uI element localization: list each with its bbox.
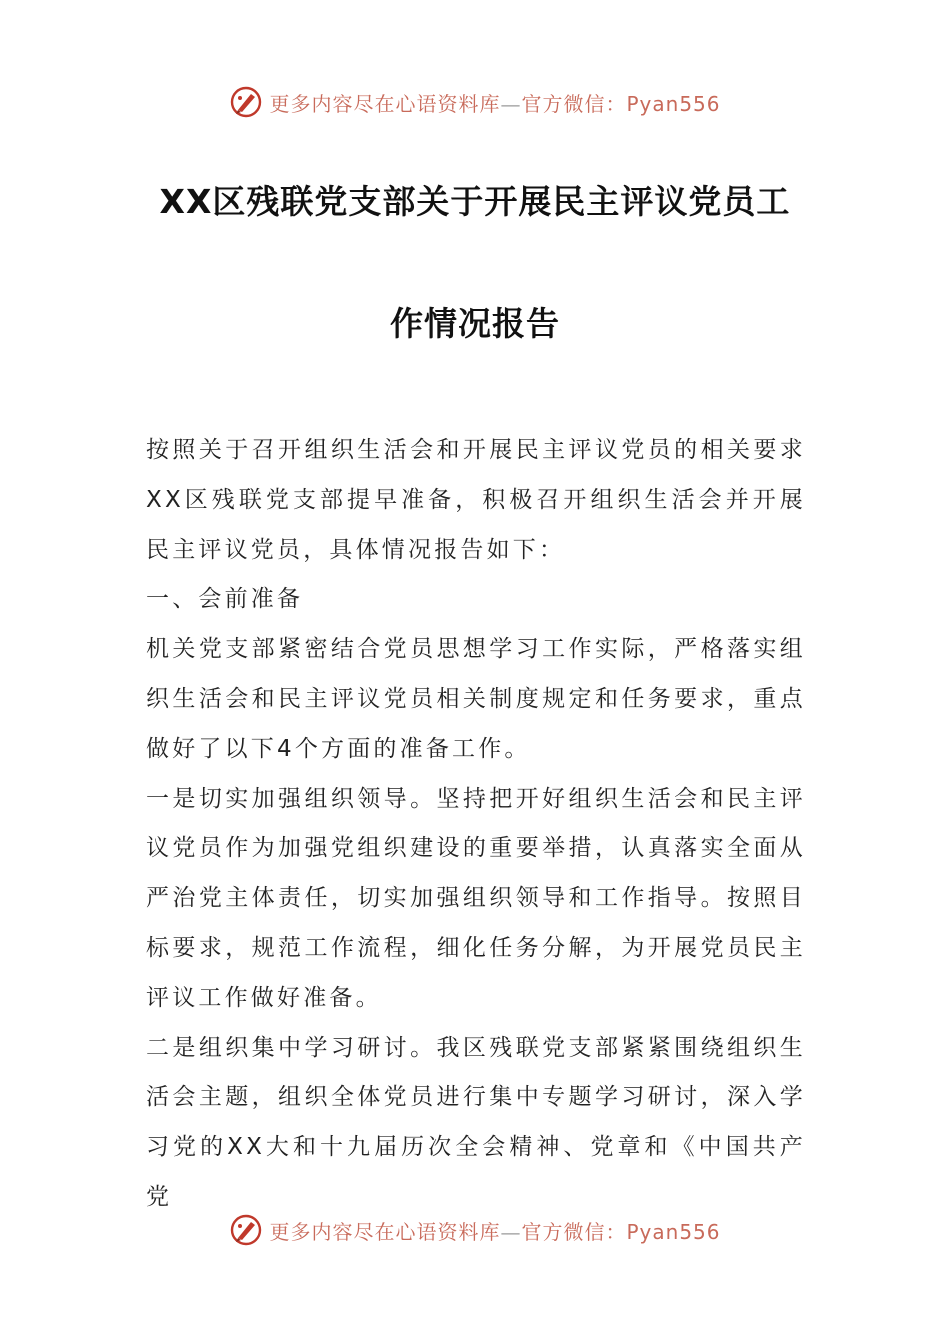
watermark-wechat-id: Pyan556 xyxy=(626,1219,721,1244)
watermark-slogan: 更多内容尽在心语资料库 xyxy=(269,1219,501,1244)
document-title-line-2: 作情况报告 xyxy=(390,304,560,343)
watermark-dash: — xyxy=(500,91,522,116)
paragraph-intro: 按照关于召开组织生活会和开展民主评议党员的相关要求XX区残联党支部提早准备，积极召开组织生活会并开展民主评议党员，具体情况报告如下： xyxy=(146,437,806,563)
watermark-official: 官方微信： xyxy=(521,1219,627,1244)
paragraph-point-2: 二是组织集中学习研讨。我区残联党支部紧紧围绕组织生活会主题，组织全体党员进行集中专题学习研讨，深入学习党的XX大和十九届历次全会精神、党章和《中国共产党 xyxy=(146,1034,806,1210)
document-title-line-1: XX区残联党支部关于开展民主评议党员工 xyxy=(159,182,791,221)
watermark-text xyxy=(269,88,720,117)
section-heading-1: 一、会前准备 xyxy=(146,586,304,613)
pen-circle-logo-icon xyxy=(229,85,263,119)
header-watermark xyxy=(0,82,950,122)
document-body xyxy=(146,426,806,1223)
watermark-slogan: 更多内容尽在心语资料库 xyxy=(269,91,501,116)
footer-watermark xyxy=(0,1210,950,1250)
watermark-wechat-id: Pyan556 xyxy=(626,91,721,116)
watermark-official: 官方微信： xyxy=(521,91,627,116)
paragraph-preparation: 机关党支部紧密结合党员思想学习工作实际，严格落实组织生活会和民主评议党员相关制度规定和任务要求，重点做好了以下4个方面的准备工作。 xyxy=(146,636,806,762)
pen-circle-logo-icon xyxy=(229,1213,263,1247)
paragraph-point-1: 一是切实加强组织领导。坚持把开好组织生活会和民主评议党员作为加强党组织建设的重要举措，认真落实全面从严治党主体责任，切实加强组织领导和工作指导。按照目标要求，规范工作流程，细化任务分解，为开展党员民主评议工作做好准备。 xyxy=(146,785,806,1011)
watermark-dash: — xyxy=(500,1219,522,1244)
watermark-text xyxy=(269,1216,720,1245)
